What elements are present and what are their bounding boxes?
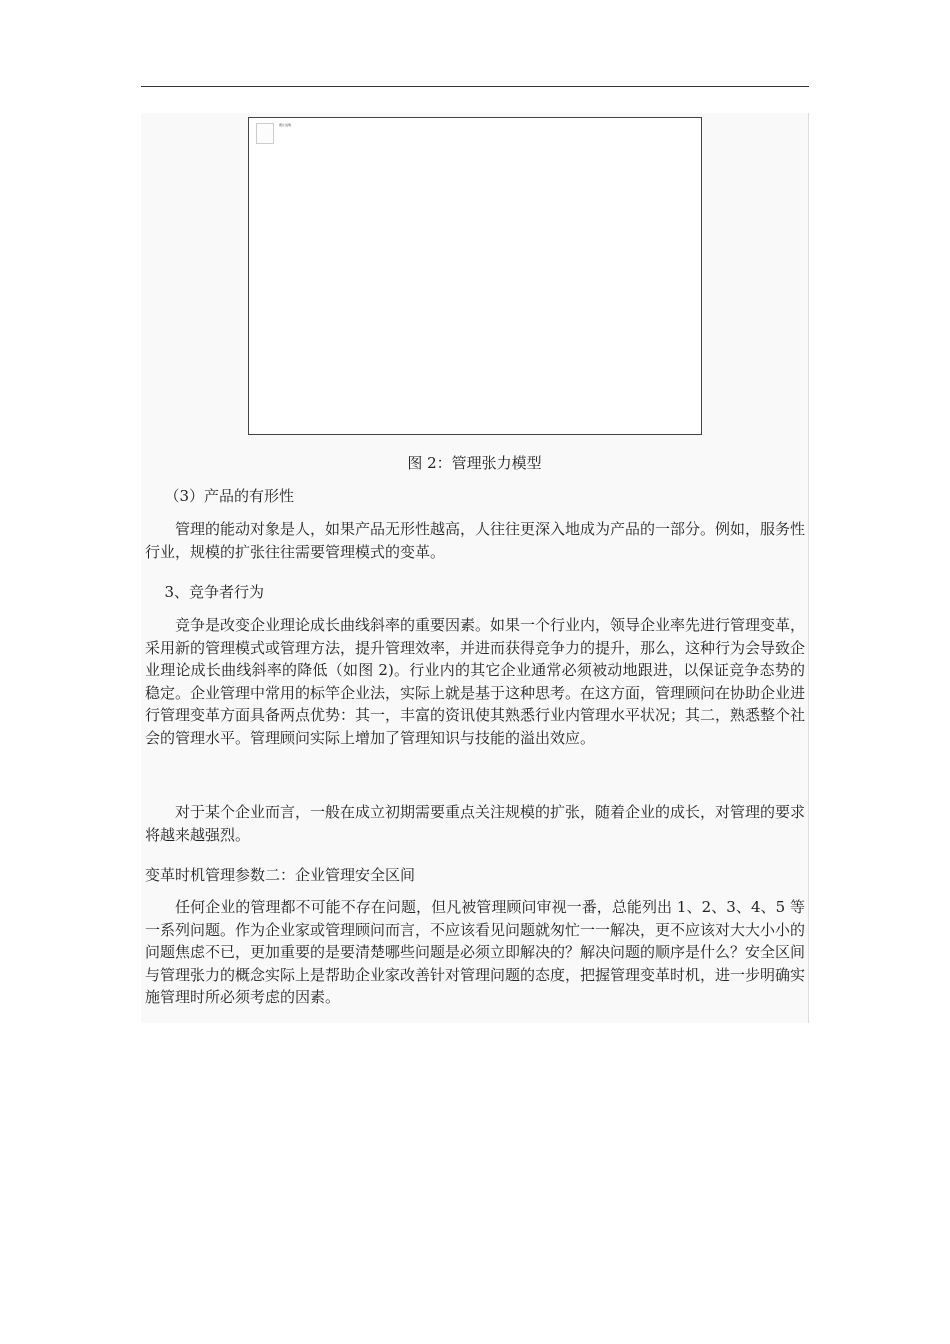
header-rule [141,86,809,87]
paragraph-enterprise-growth: 对于某个企业而言，一般在成立初期需要重点关注规模的扩张，随着企业的成长，对管理的要求将越来越强烈。 [145,803,806,844]
subheading-product-tangibility: （3）产品的有形性 [164,487,295,505]
section-heading-safety-interval: 变革时机管理参数二：企业管理安全区间 [145,866,416,884]
paragraph-product-tangibility: 管理的能动对象是人，如果产品无形性越高，人往往更深入地成为产品的一部分。例如，服务性行业，规模的扩张往往需要管理模式的变革。 [145,520,806,561]
content-area [141,113,809,1023]
figure-2-image [248,117,702,435]
image-alt-text: 图片说明 [279,123,292,127]
paragraph-safety-interval: 任何企业的管理都不可能不存在问题，但凡被管理顾问审视一番，总能列出 1、2、3、4、5 等一系列问题。作为企业家或管理顾问而言，不应该看见问题就匆忙一一解决，更不应该对大大小小的问题焦虑不已，更加重要的是要清楚哪些问题是必须立即解决的？解决问题的顺序是什么？安全区间与管理张力的概念实际上是帮助企业家改善针对管理问题的态度，把握管理变革时机，进一步明确实施管理时所必须考虑的因素。 [145,898,806,1006]
figure-caption: 图 2：管理张力模型 [407,454,542,472]
broken-image-icon [256,123,274,144]
paragraph-competition: 竞争是改变企业理论成长曲线斜率的重要因素。如果一个行业内，领导企业率先进行管理变革，采用新的管理模式或管理方法，提升管理效率，并进而获得竞争力的提升，那么，这种行为会导致企业理论成长曲线斜率的降低（如图 2)。行业内的其它企业通常必须被动地跟进，以保证竞争态势的稳定。企业管理中常用的标竿企业法，实际上就是基于这种思考。在这方面，管理顾问在协助企业进行管理变革方面具备两点优势：其一，丰富的资讯使其熟悉行业内管理水平状况；其二，熟悉整个社会的管理水平。管理顾问实际上增加了管理知识与技能的溢出效应。 [145,616,806,747]
subheading-competitor-behavior: 3、竞争者行为 [164,583,265,601]
